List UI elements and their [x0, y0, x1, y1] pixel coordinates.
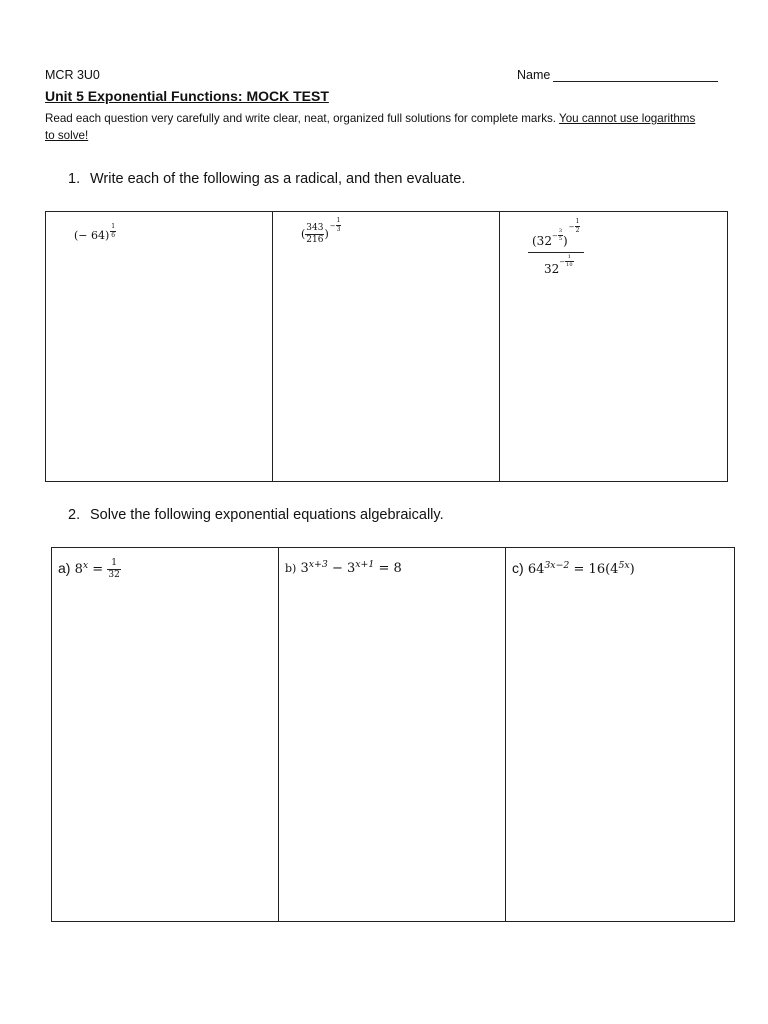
q2-part-b-equation — [285, 558, 402, 576]
q1-part-c-expression — [528, 218, 584, 276]
q2b-minus: − — [331, 561, 343, 576]
q2a-fraction — [107, 559, 120, 580]
q1b-open-paren: ( — [301, 227, 306, 241]
q1c-denominator — [528, 253, 584, 276]
q1-part-c-cell[interactable] — [500, 212, 728, 482]
question-1-answer-grid — [45, 211, 728, 482]
question-2-number: 2. — [68, 507, 81, 523]
q2b-base-1: 3 — [300, 561, 309, 576]
q1a-exponent — [110, 224, 116, 239]
q2a-equals: = — [92, 562, 104, 577]
q1c-outer-exp-num: 1 — [575, 218, 580, 225]
q1c-inner-exp-den: 5 — [558, 236, 563, 242]
q2c-close-paren: ) — [629, 562, 635, 577]
q2c-label: c) — [512, 560, 524, 576]
q1c-outer-exponent — [568, 218, 581, 234]
instructions-warning: You cannot use logarithms to solve! — [45, 112, 696, 142]
q1b-fraction — [305, 224, 324, 245]
q1b-frac-num: 343 — [306, 223, 324, 233]
q1c-num-close: ) — [563, 234, 568, 248]
q1c-den-base: 32 — [544, 262, 560, 276]
q1c-den-exp-num: 1 — [565, 255, 573, 262]
q1-part-a-expression — [74, 223, 116, 244]
course-code: MCR 3U0 — [45, 68, 100, 82]
q1c-numerator — [528, 220, 584, 253]
question-2-prompt — [68, 507, 444, 523]
q1a-exp-den: 6 — [111, 232, 116, 239]
q2a-frac-num: 1 — [107, 559, 120, 570]
question-1-number: 1. — [68, 171, 81, 187]
q2-part-a-equation — [58, 559, 121, 580]
q1b-exponent — [329, 217, 342, 233]
question-2-answer-grid — [51, 547, 735, 922]
q2b-exponent-2: x+1 — [355, 558, 375, 570]
q2a-frac-den: 32 — [108, 570, 120, 580]
q2a-label: a) — [58, 560, 71, 576]
q2a-exponent: x — [82, 559, 89, 571]
q1b-exp-den: 3 — [336, 226, 341, 233]
q2b-exponent-1: x+3 — [308, 558, 328, 570]
q1b-close-paren: ) — [324, 227, 329, 241]
question-2-text: Solve the following exponential equations algebraically. — [90, 507, 444, 523]
name-blank-line[interactable] — [553, 81, 718, 82]
q2b-base-2: 3 — [347, 561, 356, 576]
q1-part-b-cell[interactable] — [273, 212, 500, 482]
page-title: Unit 5 Exponential Functions: MOCK TEST — [45, 88, 329, 104]
q1c-den-exp-sign: − — [559, 257, 566, 266]
instructions-text: Read each question very carefully and write clear, neat, organized full solutions for complete marks. — [45, 112, 557, 125]
instructions — [45, 110, 705, 144]
q1b-frac-den: 216 — [306, 235, 324, 245]
q1-part-a-cell[interactable] — [46, 212, 273, 482]
q2c-exponent-1: 3x−2 — [544, 559, 570, 571]
q1c-outer-exp-sign: − — [568, 222, 575, 231]
q2a-base: 8 — [74, 562, 83, 577]
q1c-inner-exponent — [551, 228, 563, 242]
q1b-exp-sign: − — [329, 221, 336, 230]
question-1-text: Write each of the following as a radical, and then evaluate. — [90, 171, 466, 187]
q2b-rhs: 8 — [393, 561, 402, 576]
q2c-equals: = — [573, 562, 585, 577]
q1c-den-exponent — [559, 254, 573, 268]
q2-part-a-cell[interactable] — [52, 548, 279, 922]
q1a-exp-num: 1 — [111, 223, 116, 230]
q2c-base-1: 64 — [527, 562, 545, 577]
q1b-exp-num: 1 — [336, 217, 341, 224]
q1c-outer-exp-den: 2 — [575, 227, 580, 234]
q2b-equals: = — [378, 561, 390, 576]
q2b-label: b) — [285, 562, 297, 575]
q2-part-b-cell[interactable] — [279, 548, 506, 922]
name-label: Name — [517, 68, 551, 82]
q2-part-c-equation — [512, 560, 635, 577]
q2c-exponent-2: 5x — [618, 559, 630, 571]
q2-part-c-cell[interactable] — [506, 548, 735, 922]
q2c-coefficient: 16(4 — [588, 562, 619, 577]
q1c-inner-exp-sign: − — [551, 231, 558, 240]
q1-part-b-expression — [301, 217, 341, 245]
q1a-base: (− 64) — [74, 229, 110, 242]
q1c-den-exp-den: 10 — [566, 262, 573, 268]
question-1-prompt — [68, 171, 465, 187]
q1c-inner-exp-num: 3 — [558, 228, 563, 234]
q1c-num-base: (32 — [532, 234, 552, 248]
